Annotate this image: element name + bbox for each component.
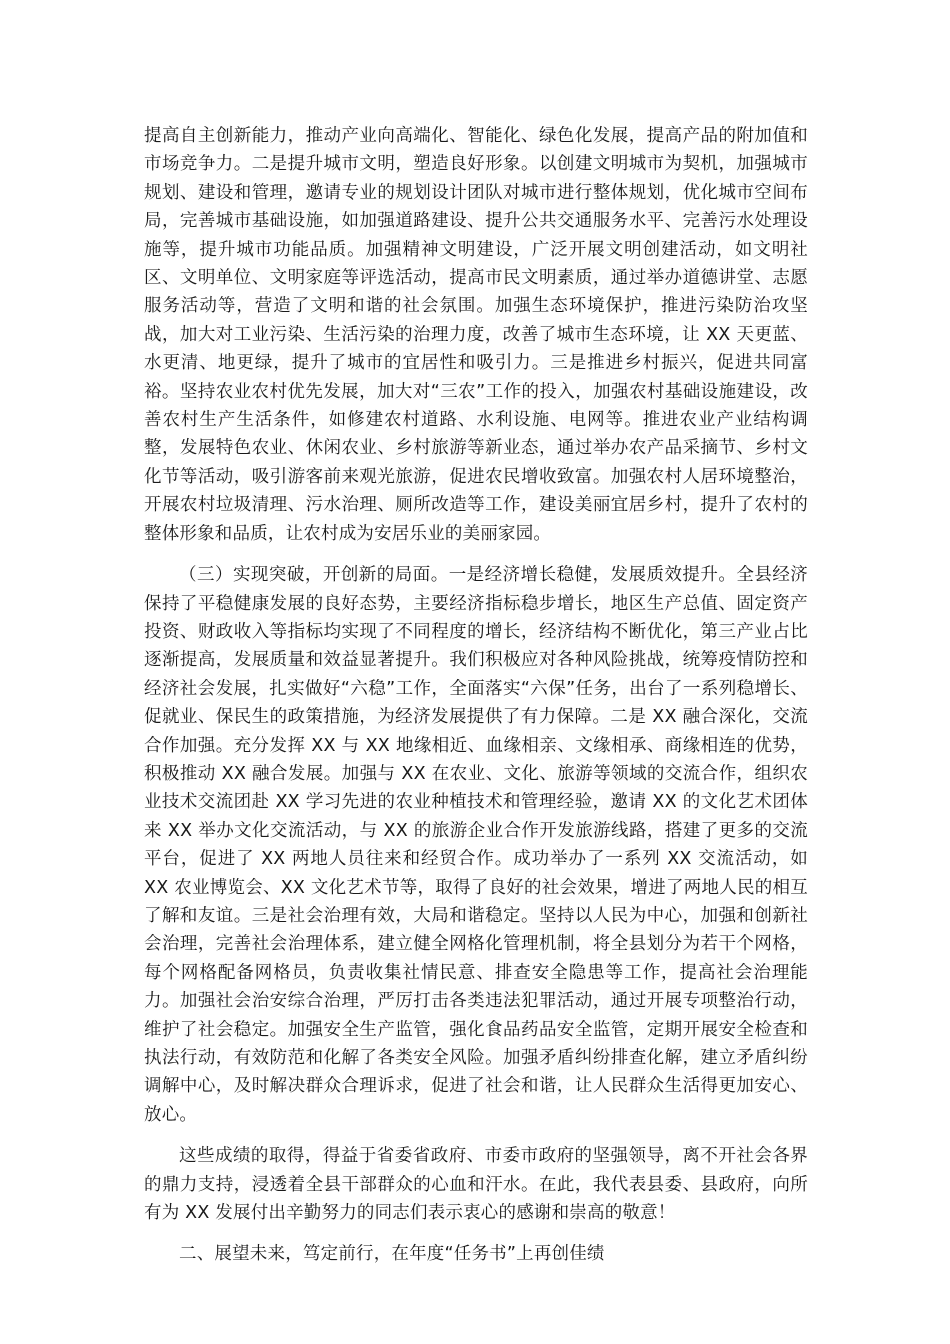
document-body — [144, 122, 808, 1282]
paragraph-acknowledgement: 这些成绩的取得，得益于省委省政府、市委市政府的坚强领导，离不开社会各界的鼎力支持，浸透着全县干部群众的心血和汗水。在此，我代表县委、县政府，向所有为 XX 发展付出辛勤努力的同志们表示衷心的感谢和崇高的敬意！ — [144, 1146, 808, 1224]
paragraph-section-three: （三）实现突破，开创新的局面。一是经济增长稳健，发展质效提升。全县经济保持了平稳健康发展的良好态势，主要经济指标稳步增长，地区生产总值、固定资产投资、财政收入等指标均实现了不同程度的增长，经济结构不断优化，第三产业占比逐渐提高，发展质量和效益显著提升。我们积极应对各种风险挑战，统筹疫情防控和经济社会发展，扎实做好“六稳”工作，全面落实“六保”任务，出台了一系列稳增长、促就业、保民生的政策措施，为经济发展提供了有力保障。二是 XX 融合深化，交流合作加强。充分发挥 XX 与 XX 地缘相近、血缘相亲、文缘相承、商缘相连的优势，积极推动 XX 融合发展。加强与 XX 在农业、文化、旅游等领域的交流合作，组织农业技术交流团赴 XX 学习先进的农业种植技术和管理经验，邀请 XX 的文化艺术团体来 XX 举办文化交流活动，与 XX 的旅游企业合作开发旅游线路，搭建了更多的交流平台，促进了 XX 两地人员往来和经贸合作。成功举办了一系列 XX 交流活动，如 XX 农业博览会、XX 文化艺术节等，取得了良好的社会效果，增进了两地人民的相互了解和友谊。三是社会治理有效，大局和谐稳定。坚持以人民为中心，加强和创新社会治理，完善社会治理体系，建立健全网格化管理机制，将全县划分为若干个网格，每个网格配备网格员，负责收集社情民意、排查安全隐患等工作，提高社会治理能力。加强社会治安综合治理，严厉打击各类违法犯罪活动，通过开展专项整治行动，维护了社会稳定。加强安全生产监管，强化食品药品安全监管，定期开展安全检查和执法行动，有效防范和化解了各类安全风险。加强矛盾纠纷排查化解，建立矛盾纠纷调解中心，及时解决群众合理诉求，促进了社会和谐，让人民群众生活得更加安心、放心。 — [144, 565, 808, 1125]
section-heading-two: 二、展望未来，笃定前行，在年度“任务书”上再创佳绩 — [179, 1244, 605, 1265]
paragraph-continuation: 提高自主创新能力，推动产业向高端化、智能化、绿色化发展，提高产品的附加值和市场竞争力。二是提升城市文明，塑造良好形象。以创建文明城市为契机，加强城市规划、建设和管理，邀请专业的规划设计团队对城市进行整体规划，优化城市空间布局，完善城市基础设施，如加强道路建设、提升公共交通服务水平、完善污水处理设施等，提升城市功能品质。加强精神文明建设，广泛开展文明创建活动，如文明社区、文明单位、文明家庭等评选活动，提高市民文明素质，通过举办道德讲堂、志愿服务活动等，营造了文明和谐的社会氛围。加强生态环境保护，推进污染防治攻坚战，加大对工业污染、生活污染的治理力度，改善了城市生态环境，让 XX 天更蓝、水更清、地更绿，提升了城市的宜居性和吸引力。三是推进乡村振兴，促进共同富裕。坚持农业农村优先发展，加大对“三农”工作的投入，加强农村基础设施建设，改善农村生产生活条件，如修建农村道路、水利设施、电网等。推进农业产业结构调整，发展特色农业、休闲农业、乡村旅游等新业态，通过举办农产品采摘节、乡村文化节等活动，吸引游客前来观光旅游，促进农民增收致富。加强农村人居环境整治，开展农村垃圾清理、污水治理、厕所改造等工作，建设美丽宜居乡村，提升了农村的整体形象和品质，让农村成为安居乐业的美丽家园。 — [144, 126, 808, 544]
